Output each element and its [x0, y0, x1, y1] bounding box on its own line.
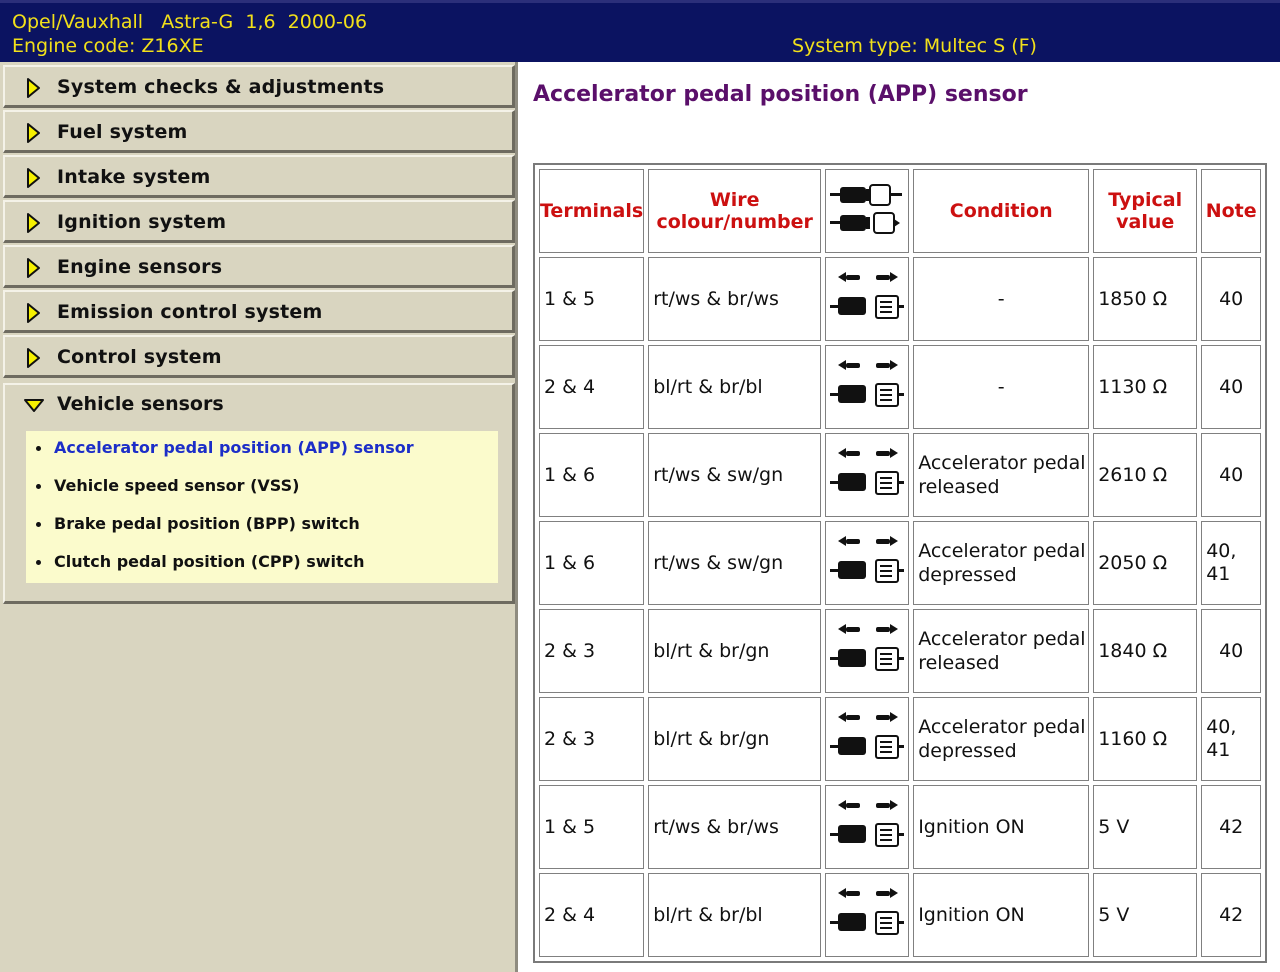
cell-typical-value: 1850 Ω [1093, 257, 1197, 341]
sidebar-item-system-checks[interactable] [3, 65, 515, 108]
vehicle-info: Opel/Vauxhall Astra-G 1,6 2000-06 [12, 11, 368, 33]
sidebar-item-label: Control system [57, 346, 222, 368]
submenu-item-app-sensor[interactable]: Accelerator pedal position (APP) sensor [54, 438, 414, 457]
cell-condition: - [913, 257, 1089, 341]
table-header-row [539, 169, 1261, 253]
bullet-icon [36, 522, 41, 527]
cell-typical-value: 5 V [1093, 873, 1197, 957]
cell-connector [825, 433, 909, 517]
table-row [539, 609, 1261, 693]
column-header-value-line2: value [1116, 211, 1175, 233]
vehicle-sensors-submenu [26, 431, 498, 583]
arrow-right-icon [23, 122, 45, 144]
connector-disconnected-icon [828, 529, 906, 593]
bullet-icon [36, 560, 41, 565]
cell-typical-value: 2610 Ω [1093, 433, 1197, 517]
cell-typical-value: 1160 Ω [1093, 697, 1197, 781]
cell-condition: Accelerator pedal released [913, 609, 1089, 693]
cell-wire: rt/ws & sw/gn [648, 433, 821, 517]
cell-connector [825, 697, 909, 781]
cell-terminals: 1 & 5 [539, 257, 644, 341]
cell-condition: Accelerator pedal depressed [913, 697, 1089, 781]
sidebar-item-vehicle-sensors[interactable]: Vehicle sensors [57, 393, 224, 415]
sidebar-item-ignition-system[interactable] [3, 200, 515, 243]
column-header-terminals: Terminals [539, 169, 644, 253]
column-header-value-line1: Typical [1108, 189, 1183, 211]
system-type: System type: Multec S (F) [792, 35, 1037, 57]
cell-terminals: 1 & 6 [539, 433, 644, 517]
cell-connector [825, 257, 909, 341]
sidebar-item-label: Ignition system [57, 211, 227, 233]
cell-terminals: 1 & 5 [539, 785, 644, 869]
bullet-icon [36, 446, 41, 451]
cell-note: 40 [1201, 257, 1261, 341]
cell-condition: Accelerator pedal depressed [913, 521, 1089, 605]
cell-wire: bl/rt & br/gn [648, 609, 821, 693]
table-row [539, 433, 1261, 517]
bullet-icon [36, 484, 41, 489]
connector-disconnected-icon [828, 793, 906, 857]
cell-condition: Accelerator pedal released [913, 433, 1089, 517]
table-row [539, 697, 1261, 781]
sidebar-item-emission-control[interactable] [3, 290, 515, 333]
sidebar-item-fuel-system[interactable] [3, 110, 515, 153]
cell-note: 42 [1201, 873, 1261, 957]
main-content [521, 62, 1280, 972]
column-header-wire-line1: Wire [709, 189, 760, 211]
sensor-data-table [533, 163, 1267, 963]
sidebar-item-label: Engine sensors [57, 256, 223, 278]
connector-plug-icon [828, 177, 906, 241]
sidebar-item-label: Intake system [57, 166, 211, 188]
sidebar-item-control-system[interactable] [3, 335, 515, 378]
cell-typical-value: 1130 Ω [1093, 345, 1197, 429]
cell-condition: Ignition ON [913, 785, 1089, 869]
column-header-condition: Condition [913, 169, 1089, 253]
cell-connector [825, 609, 909, 693]
sidebar-item-engine-sensors[interactable] [3, 245, 515, 288]
cell-wire: bl/rt & br/gn [648, 697, 821, 781]
submenu-item-cpp-switch[interactable]: Clutch pedal position (CPP) switch [54, 552, 365, 571]
cell-typical-value: 5 V [1093, 785, 1197, 869]
page-title: Accelerator pedal position (APP) sensor [533, 82, 1028, 107]
cell-connector [825, 345, 909, 429]
submenu-item-vss[interactable]: Vehicle speed sensor (VSS) [54, 476, 300, 495]
table-row [539, 257, 1261, 341]
cell-connector [825, 785, 909, 869]
arrow-right-icon [23, 257, 45, 279]
cell-wire: bl/rt & br/bl [648, 873, 821, 957]
cell-note: 40 [1201, 433, 1261, 517]
cell-condition: Ignition ON [913, 873, 1089, 957]
cell-note: 42 [1201, 785, 1261, 869]
arrow-right-icon [23, 77, 45, 99]
arrow-right-icon [23, 167, 45, 189]
table-row [539, 521, 1261, 605]
cell-terminals: 2 & 3 [539, 609, 644, 693]
app-header [0, 0, 1280, 62]
cell-note: 40 [1201, 609, 1261, 693]
cell-typical-value: 2050 Ω [1093, 521, 1197, 605]
cell-connector [825, 873, 909, 957]
connector-disconnected-icon [828, 881, 906, 945]
sidebar-item-label: Emission control system [57, 301, 323, 323]
connector-disconnected-icon [828, 705, 906, 769]
cell-typical-value: 1840 Ω [1093, 609, 1197, 693]
arrow-down-icon[interactable] [23, 394, 45, 416]
arrow-right-icon [23, 302, 45, 324]
cell-wire: rt/ws & sw/gn [648, 521, 821, 605]
table-row [539, 873, 1261, 957]
sidebar-item-intake-system[interactable] [3, 155, 515, 198]
cell-condition: - [913, 345, 1089, 429]
sidebar-section-vehicle-sensors [3, 383, 515, 604]
cell-wire: rt/ws & br/ws [648, 257, 821, 341]
connector-disconnected-icon [828, 353, 906, 417]
cell-terminals: 2 & 4 [539, 873, 644, 957]
sidebar-item-label: System checks & adjustments [57, 76, 385, 98]
cell-note: 40 [1201, 345, 1261, 429]
cell-wire: rt/ws & br/ws [648, 785, 821, 869]
connector-disconnected-icon [828, 617, 906, 681]
connector-disconnected-icon [828, 265, 906, 329]
column-header-typical-value [1093, 169, 1197, 253]
cell-wire: bl/rt & br/bl [648, 345, 821, 429]
cell-terminals: 2 & 4 [539, 345, 644, 429]
column-header-wire [648, 169, 821, 253]
arrow-right-icon [23, 347, 45, 369]
cell-note: 40, 41 [1201, 521, 1261, 605]
cell-terminals: 1 & 6 [539, 521, 644, 605]
column-header-connector [825, 169, 909, 253]
cell-note: 40, 41 [1201, 697, 1261, 781]
arrow-right-icon [23, 212, 45, 234]
sidebar-nav [0, 62, 518, 972]
column-header-note: Note [1201, 169, 1261, 253]
table-row [539, 345, 1261, 429]
cell-terminals: 2 & 3 [539, 697, 644, 781]
table-row [539, 785, 1261, 869]
engine-code: Engine code: Z16XE [12, 35, 204, 57]
connector-disconnected-icon [828, 441, 906, 505]
cell-connector [825, 521, 909, 605]
sidebar-item-label: Fuel system [57, 121, 188, 143]
column-header-wire-line2: colour/number [656, 211, 813, 233]
submenu-item-bpp-switch[interactable]: Brake pedal position (BPP) switch [54, 514, 360, 533]
